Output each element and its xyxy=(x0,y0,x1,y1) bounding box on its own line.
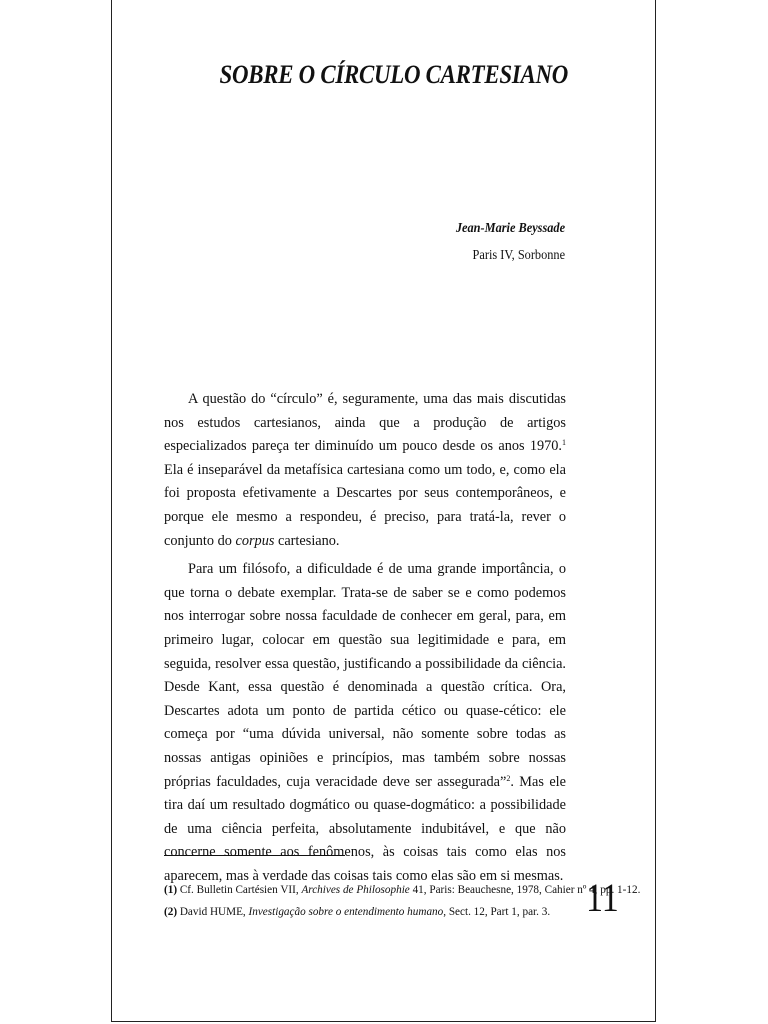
body-paragraph-1 xyxy=(164,388,566,553)
footnote-1-number: (1) xyxy=(164,884,178,896)
paragraph-1-italic-term: corpus xyxy=(235,532,275,549)
footnote-2 xyxy=(164,901,574,923)
footnote-1-text-b: 41, Paris: Beauchesne, 1978, Cahier nº 4, pp. 1-12. xyxy=(409,884,641,896)
paragraph-1-text-c: cartesiano. xyxy=(274,532,340,549)
footnote-ref-2: 2 xyxy=(506,773,511,783)
footnote-1-italic: Archives de Philosophie xyxy=(301,884,410,896)
paragraph-2-text-a: Para um filósofo, a dificuldade é de uma grande importância, o que torna o debate exemplar. Trata-se de saber se e como podemos nos interrogar sobre nossa faculdade de conhecer em geral, para, em primeiro lugar, colocar em questão sua legitimidade e para, em seguida, resolver essa questão, justificando a possibilidade da ciência. Desde Kant, essa questão é denominada a questão crítica. Ora, Descartes adota um ponto de partida cético ou quase-cético: ele começa por “uma dúvida universal, não somente sobre todas as nossas antigas opiniões e princípios, mas também sobre nossas próprias faculdades, cuja veracidade deve ser assegurada” xyxy=(164,561,566,790)
footnote-divider xyxy=(164,855,345,856)
body-paragraph-2 xyxy=(164,558,566,888)
article-body xyxy=(164,388,566,893)
footnote-1 xyxy=(164,879,641,901)
author-affiliation: Paris IV, Sorbonne xyxy=(472,248,565,263)
page-number: 11 xyxy=(586,875,619,920)
article-title: SOBRE O CÍRCULO CARTESIANO xyxy=(219,60,568,89)
footnote-1-text-a: Cf. Bulletin Cartésien VII, xyxy=(177,884,302,896)
paragraph-1-text-b: Ela é inseparável da metafísica cartesiana como um todo, e, como ela foi proposta efetivamente a Descartes por seus contemporâneos, e porque ele mesmo a respondeu, é preciso, para tratá-la, rever o conjunto do xyxy=(164,461,566,549)
author-name: Jean-Marie Beyssade xyxy=(455,221,565,236)
footnote-2-italic: Investigação sobre o entendimento humano xyxy=(248,906,444,918)
paragraph-2-text-b: . Mas ele tira daí um resultado dogmático ou quase-dogmático: a possibilidade de uma ciência perfeita, absolutamente indubitável, e que não concerne somente aos fenômenos, às coisas tais como elas nos aparecem, mas à verdade das coisas tais como elas são em si mesmas. xyxy=(164,773,566,884)
paragraph-1-text-a: A questão do “círculo” é, seguramente, uma das mais discutidas nos estudos cartesianos, ainda que a produção de artigos especializados pareça ter diminuído um pouco desde os anos 1970. xyxy=(164,391,566,455)
footnote-2-number: (2) xyxy=(164,906,178,918)
author-block xyxy=(441,219,565,267)
footnote-ref-1: 1 xyxy=(562,438,566,448)
footnote-2-text-a: David HUME, xyxy=(177,906,249,918)
footnotes xyxy=(164,879,641,923)
footnote-2-text-b: , Sect. 12, Part 1, par. 3. xyxy=(443,906,551,918)
